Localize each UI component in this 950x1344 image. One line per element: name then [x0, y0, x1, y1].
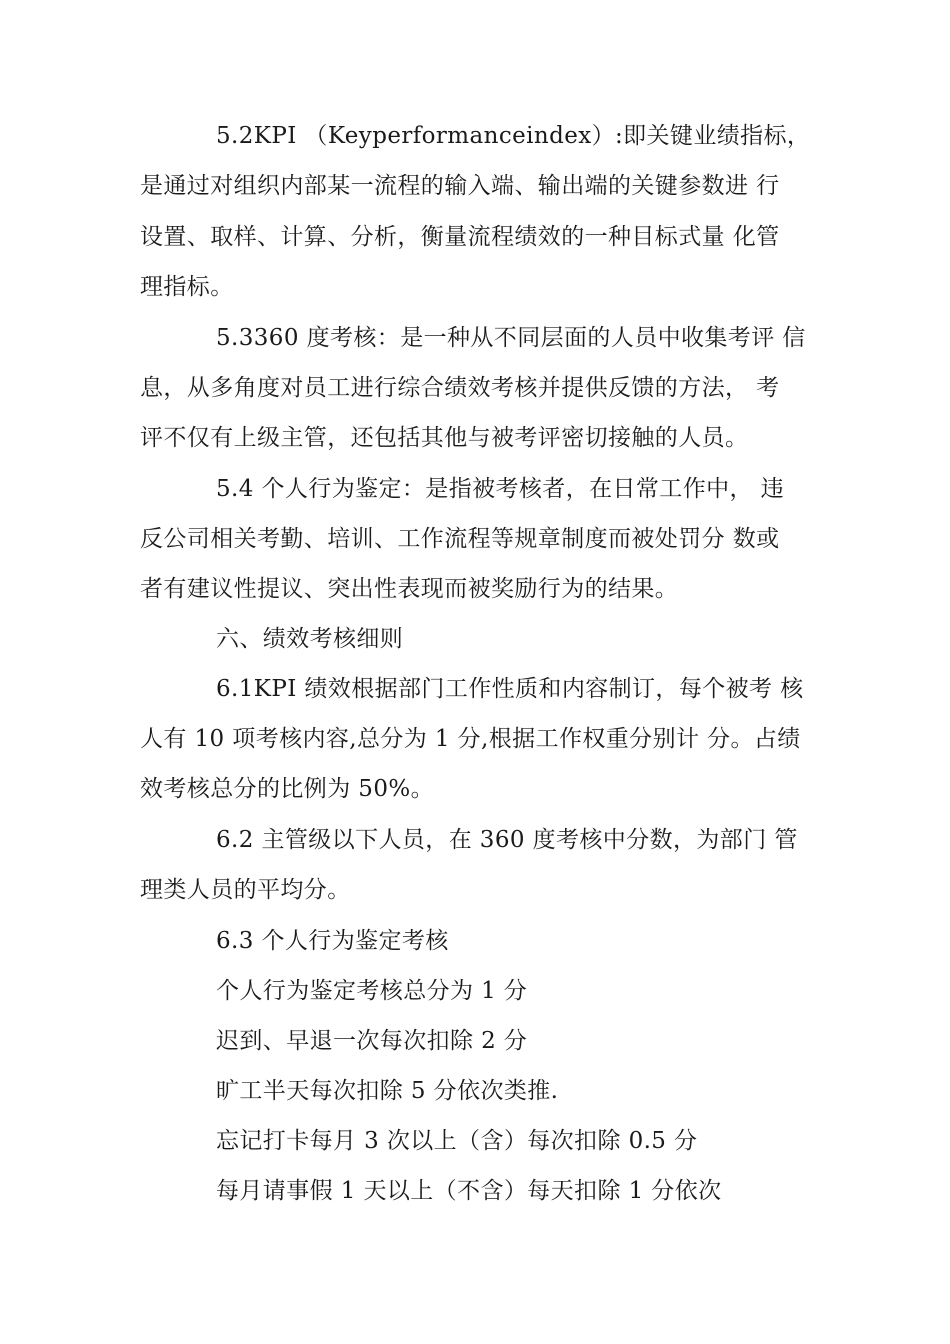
paragraph-line: 设置、取样、计算、分析，衡量流程绩效的一种目标式量 化管	[140, 224, 780, 250]
subsection-heading: 6.3 个人行为鉴定考核	[216, 928, 449, 954]
paragraph-line: 反公司相关考勤、培训、工作流程等规章制度而被处罚分 数或	[140, 526, 780, 552]
rule-item: 忘记打卡每月 3 次以上（含）每次扣除 0.5 分	[216, 1128, 698, 1154]
rule-item: 迟到、早退一次每次扣除 2 分	[216, 1028, 528, 1054]
paragraph-line: 效考核总分的比例为 50%。	[140, 776, 435, 802]
paragraph-line: 6.1KPI 绩效根据部门工作性质和内容制订，每个被考 核	[216, 676, 804, 702]
paragraph-line: 理类人员的平均分。	[140, 877, 351, 903]
paragraph-line: 者有建议性提议、突出性表现而被奖励行为的结果。	[140, 576, 679, 602]
paragraph-line: 5.4 个人行为鉴定：是指被考核者，在日常工作中， 违	[216, 476, 784, 502]
paragraph-line: 息，从多角度对员工进行综合绩效考核并提供反馈的方法， 考	[140, 375, 780, 401]
paragraph-line: 是通过对组织内部某一流程的输入端、输出端的关键参数进 行	[140, 173, 780, 199]
rule-item: 个人行为鉴定考核总分为 1 分	[216, 978, 528, 1004]
rule-item: 每月请事假 1 天以上（不含）每天扣除 1 分依次	[216, 1178, 722, 1204]
paragraph-line: 评不仅有上级主管，还包括其他与被考评密切接触的人员。	[140, 425, 749, 451]
rule-item: 旷工半天每次扣除 5 分依次类推.	[216, 1078, 559, 1104]
section-heading: 六、绩效考核细则	[216, 626, 404, 652]
paragraph-line: 理指标。	[140, 274, 234, 300]
paragraph-line: 5.3360 度考核：是一种从不同层面的人员中收集考评 信	[216, 325, 806, 351]
paragraph-line: 5.2KPI （Keyperformanceindex）:即关键业绩指标，	[216, 123, 811, 149]
paragraph-line: 人有 10 项考核内容,总分为 1 分,根据工作权重分别计 分。占绩	[140, 726, 801, 752]
paragraph-line: 6.2 主管级以下人员，在 360 度考核中分数，为部门 管	[216, 827, 798, 853]
